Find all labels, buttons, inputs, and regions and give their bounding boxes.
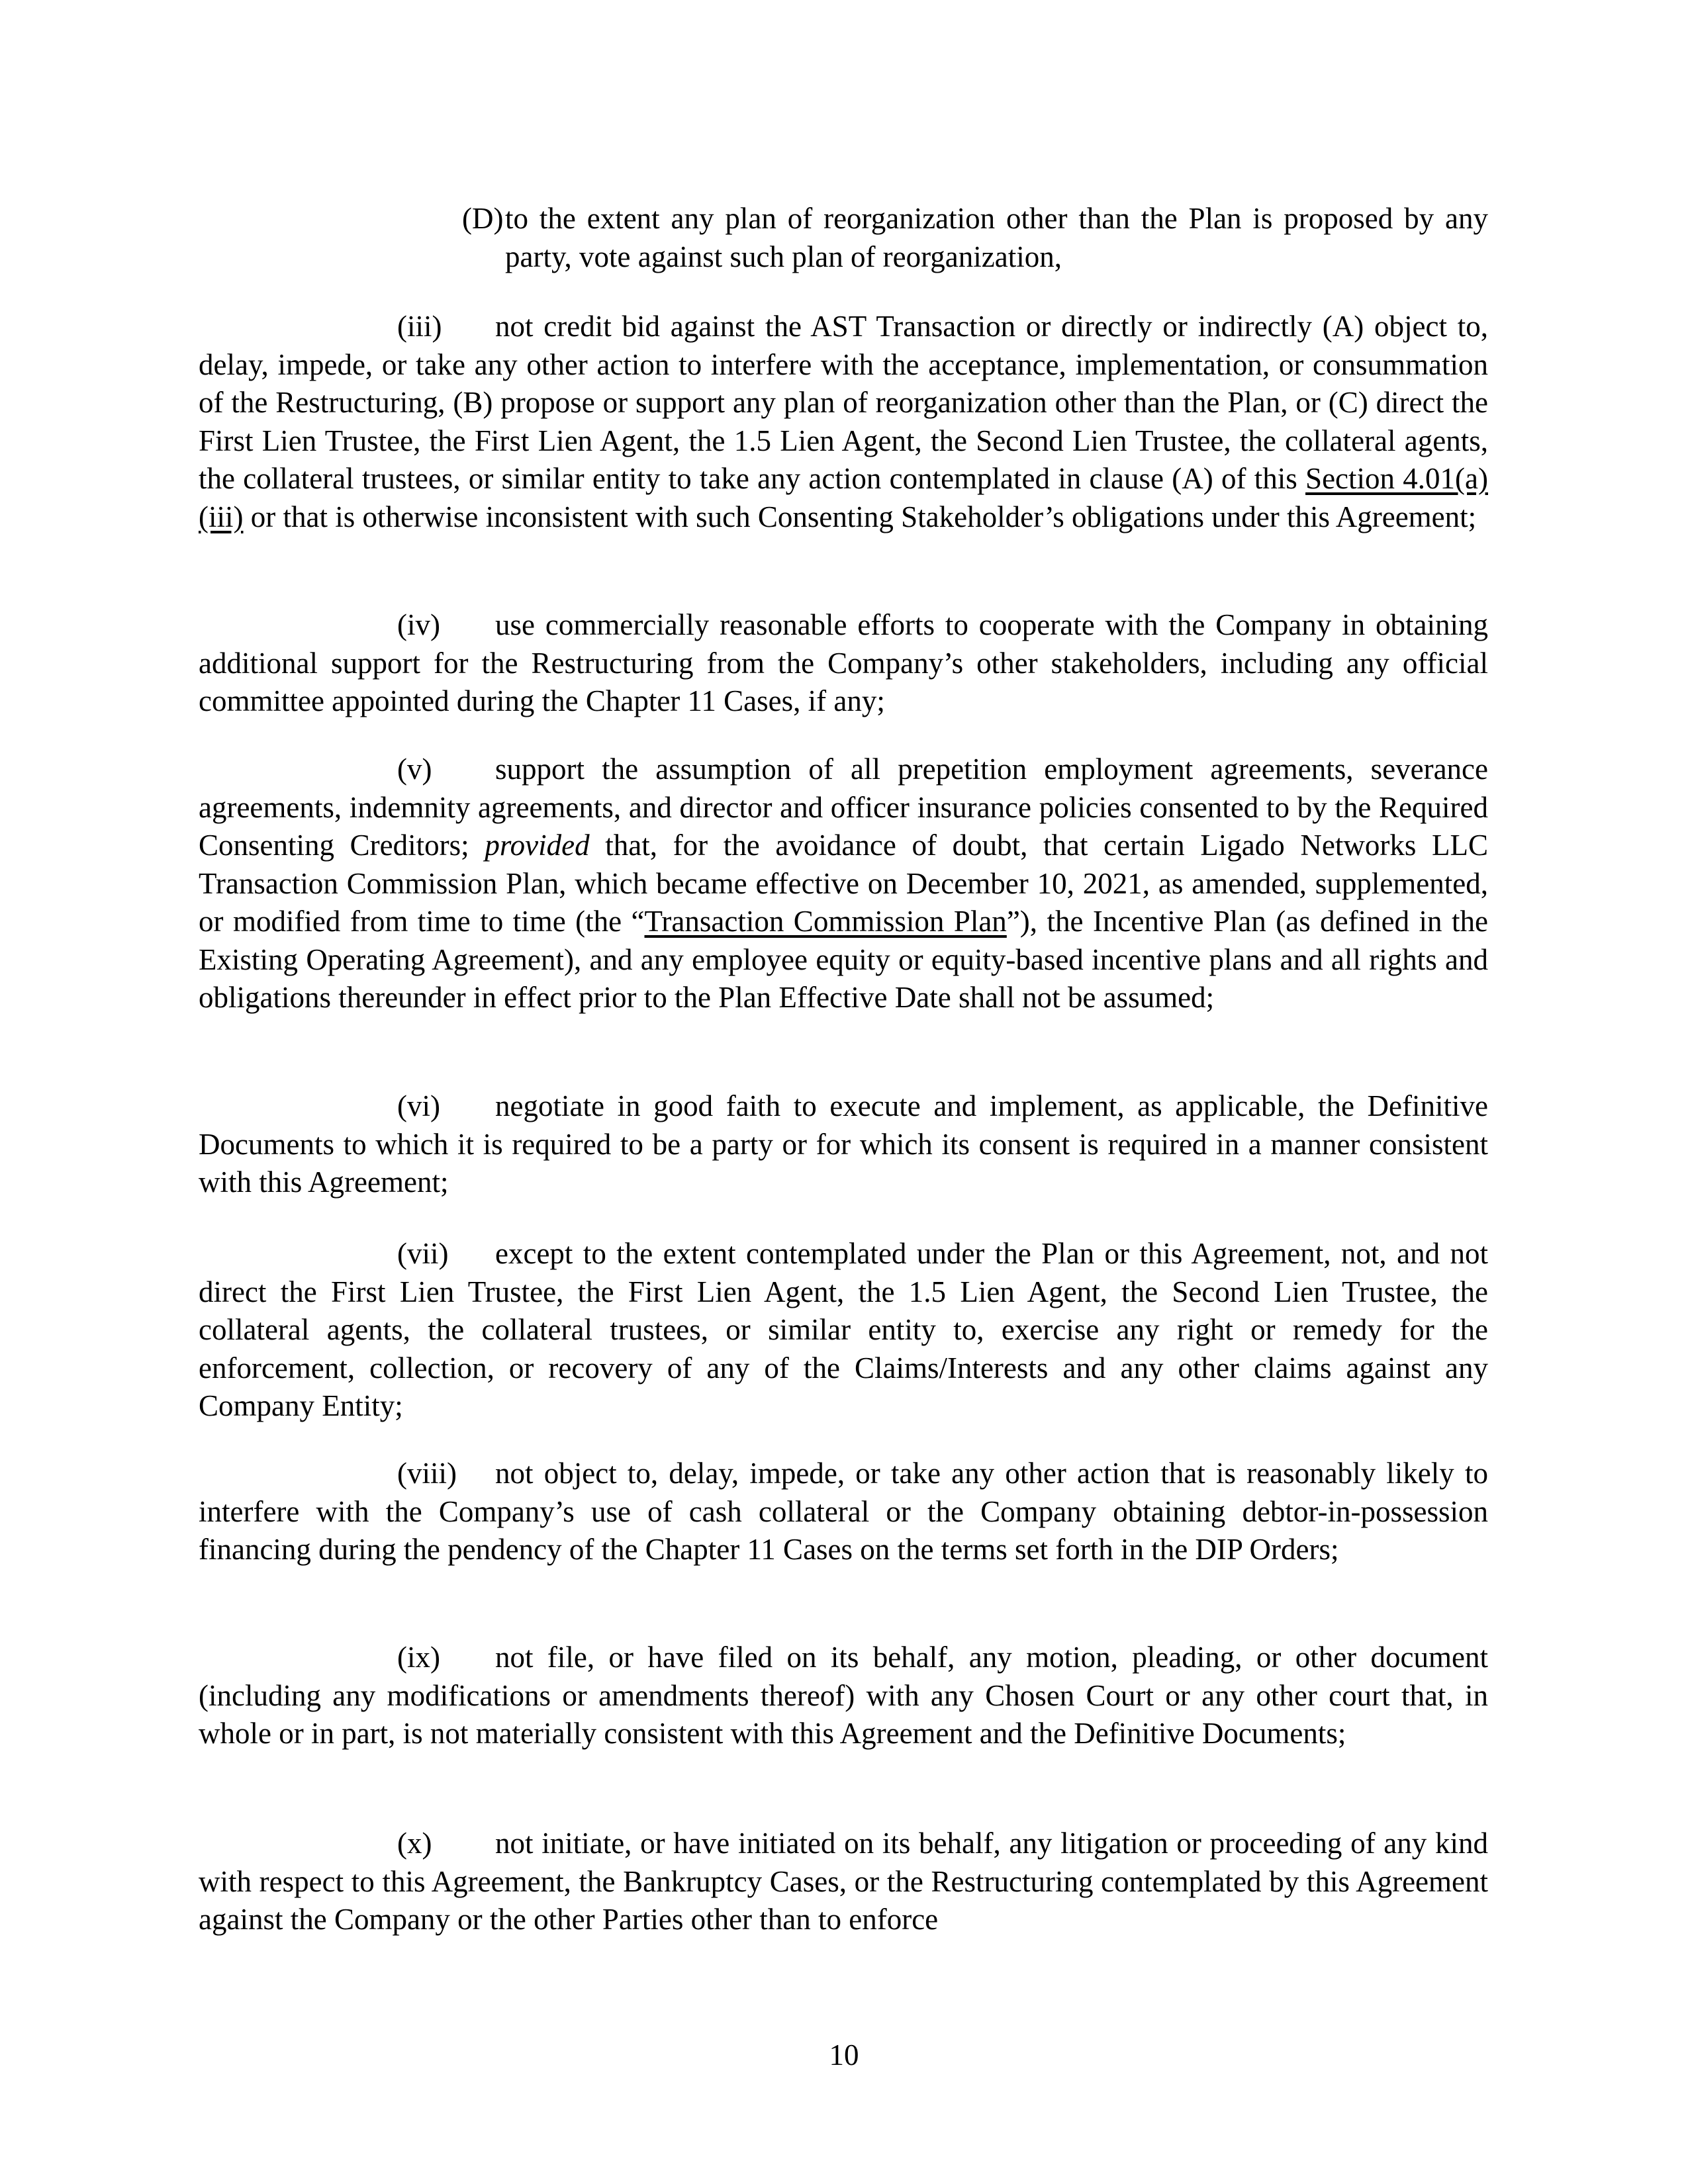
italic-term: provided <box>485 829 590 862</box>
clause-text: not object to, delay, impede, or take any other action that is reasonably likely to interfere with the Company’s use of cash collateral or the Company obtaining debtor-in-possession financing during the pendency of the Chapter 11 Cases on the terms set forth in the DIP Orders; <box>199 1457 1488 1566</box>
defined-term: Transaction Commission Plan <box>644 905 1007 938</box>
section-reference-link[interactable]: Section 4.01(a)(iii) <box>199 462 1488 533</box>
clause-viii <box>199 1455 1488 1569</box>
clause-text: not credit bid against the AST Transaction or directly or indirectly (A) object to, delay, impede, or take any other action to interfere with the acceptance, implementation, or consummation of the Restructuring, (B) propose or support any plan of reorganization other than the Plan, or (C) direct the First Lien Trustee, the First Lien Agent, the 1.5 Lien Agent, the Second Lien Trustee, the collateral agents, the collateral trustees, or similar entity to take any action contemplated in clause (A) of this <box>199 310 1488 495</box>
clause-text: use commercially reasonable efforts to cooperate with the Company in obtaining additional support for the Restructuring from the Company’s other stakeholders, including any official committee appointed during the Chapter 11 Cases, if any; <box>199 608 1488 717</box>
clause-label: (iii) <box>397 310 442 343</box>
clause-iii <box>199 308 1488 536</box>
clause-text: not initiate, or have initiated on its behalf, any litigation or proceeding of any kind with respect to this Agreement, the Bankruptcy Cases, or the Restructuring contemplated by this Agreement against the Company or the other Parties other than to enforce <box>199 1827 1488 1936</box>
clause-label: (x) <box>397 1827 432 1860</box>
clause-vii <box>199 1235 1488 1426</box>
clause-ix <box>199 1639 1488 1753</box>
clause-label: (vi) <box>397 1089 440 1122</box>
clause-text: except to the extent contemplated under the Plan or this Agreement, not, and not direct the First Lien Trustee, the First Lien Agent, the 1.5 Lien Agent, the Second Lien Trustee, the collateral agents, the collateral trustees, or similar entity to, exercise any right or remedy for the enforcement, collection, or recovery of any of the Claims/Interests and any other claims against any Company Entity; <box>199 1237 1488 1422</box>
clause-label: (ix) <box>397 1641 440 1674</box>
clause-text: or that is otherwise inconsistent with such Consenting Stakeholder’s obligations under this Agreement; <box>243 500 1477 533</box>
clause-D <box>462 200 1488 276</box>
clause-text: that, for the avoidance of doubt, that certain Ligado Networks LLC Transaction Commission Plan, which became effective on December 10, 2021, as amended, supplemented, or modified from time to time (the “ <box>199 829 1488 938</box>
clause-label: (D) <box>462 202 504 235</box>
clause-text: negotiate in good faith to execute and implement, as applicable, the Definitive Documents to which it is required to be a party or for which its consent is required in a manner consistent with this Agreement; <box>199 1089 1488 1199</box>
page-number: 10 <box>829 2038 859 2071</box>
clause-v <box>199 751 1488 1017</box>
clause-vi <box>199 1087 1488 1202</box>
clause-x <box>199 1825 1488 1939</box>
clause-label: (iv) <box>397 608 440 641</box>
clause-label: (viii) <box>397 1457 457 1490</box>
clause-label: (vii) <box>397 1237 449 1270</box>
clause-label: (v) <box>397 752 432 786</box>
clause-text: ”), the Incentive Plan (as defined in the Existing Operating Agreement), and any employee equity or equity-based incentive plans and all rights and obligations thereunder in effect prior to the Plan Effective Date shall not be assumed; <box>199 905 1488 1014</box>
clause-text: support the assumption of all prepetition employment agreements, severance agreements, indemnity agreements, and director and officer insurance policies consented to by the Required Consenting Creditors; <box>199 752 1488 862</box>
clause-text: to the extent any plan of reorganization other than the Plan is proposed by any party, vote against such plan of reorganization, <box>505 202 1488 273</box>
clause-iv <box>199 606 1488 721</box>
clause-text: not file, or have filed on its behalf, any motion, pleading, or other document (including any modifications or amendments thereof) with any Chosen Court or any other court that, in whole or in part, is not materially consistent with this Agreement and the Definitive Documents; <box>199 1641 1488 1750</box>
